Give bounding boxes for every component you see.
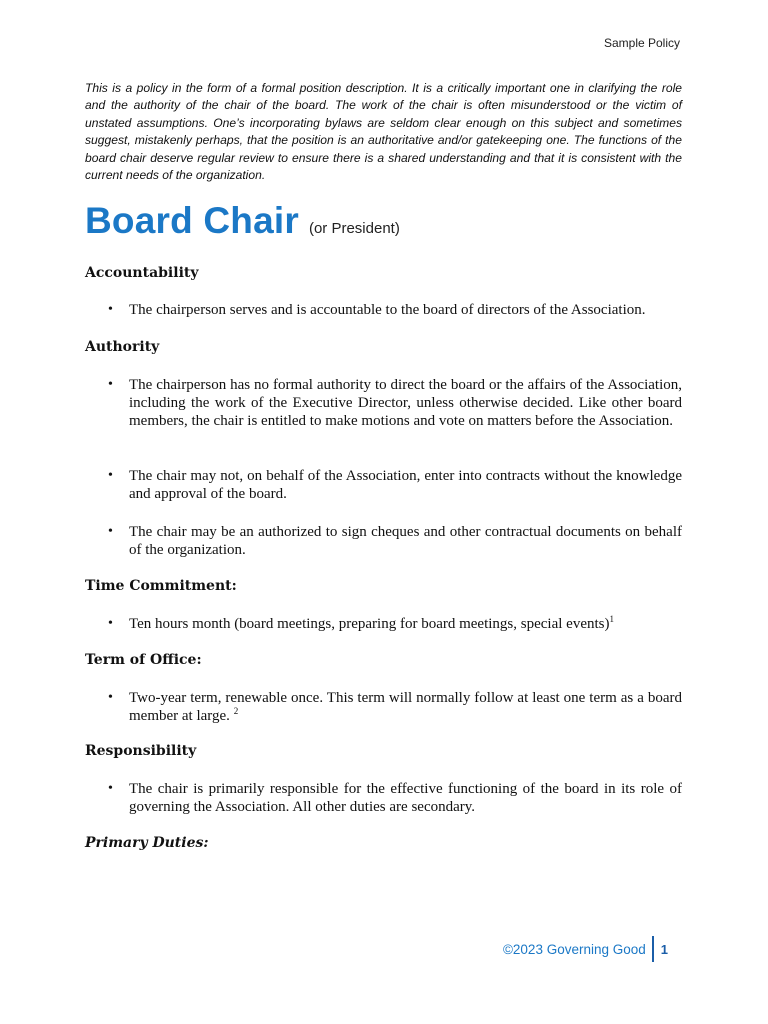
heading-accountability: Accountability xyxy=(85,265,199,281)
heading-responsibility: Responsibility xyxy=(85,743,197,759)
footer-divider xyxy=(652,936,654,962)
bullet-icon: • xyxy=(108,781,113,796)
page-number: 1 xyxy=(660,941,668,957)
list-item xyxy=(108,376,682,431)
bullet-icon: • xyxy=(108,616,113,631)
page-footer xyxy=(503,936,668,962)
bullet-icon: • xyxy=(108,468,113,483)
footer-copyright: ©2023 Governing Good xyxy=(502,941,646,957)
footnote-ref[interactable]: 1 xyxy=(609,614,614,624)
list-item xyxy=(108,301,682,319)
bullet-text: The chairperson serves and is accountable to the board of directors of the Association. xyxy=(129,302,646,318)
bullet-text: Ten hours month (board meetings, preparing for board meetings, special events) xyxy=(129,616,610,632)
intro-paragraph: This is a policy in the form of a formal position description. It is a critically important one in clarifying the role and the authority of the chair of the board. The work of the chair is often misunderstood or the victim of unstated assumptions. One’s incorporating bylaws are seldom clear enough on this subject and sometimes suggest, mistakenly perhaps, that the position is an authoritative and/or gatekeeping one. The functions of the board chair deserve regular review to ensure there is a shared understanding and that it is consistent with the current needs of the organization. xyxy=(85,81,682,183)
heading-authority: Authority xyxy=(85,339,160,355)
heading-primary-duties: Primary Duties: xyxy=(85,835,209,851)
heading-time-commitment: Time Commitment: xyxy=(85,578,237,594)
bullet-icon: • xyxy=(108,302,113,317)
list-item xyxy=(108,780,682,816)
list-item xyxy=(108,523,682,559)
bullet-text: The chair may be an authorized to sign cheques and other contractual documents on behalf of the organization. xyxy=(129,524,682,559)
page-title xyxy=(85,200,400,242)
bullet-icon: • xyxy=(108,524,113,539)
title-subtitle: (or President) xyxy=(308,220,400,237)
list-item xyxy=(108,689,682,725)
bullet-text: The chair is primarily responsible for the effective functioning of the board in its role of governing the Association. All other duties are secondary. xyxy=(129,781,682,816)
footnote-ref[interactable]: 2 xyxy=(233,706,239,717)
bullet-text: The chairperson has no formal authority to direct the board or the affairs of the Association, including the work of the Executive Director, unless otherwise decided. Like other board members, the chair is entitled to make motions and vote on matters before the Association. xyxy=(129,377,682,430)
list-item xyxy=(108,467,682,503)
bullet-icon: • xyxy=(108,690,113,705)
heading-term-of-office: Term of Office: xyxy=(85,652,202,668)
bullet-text: Two-year term, renewable once. This term will normally follow at least one term as a board member at large. xyxy=(129,690,682,725)
bullet-icon: • xyxy=(108,377,113,392)
list-item xyxy=(108,614,682,633)
bullet-text: The chair may not, on behalf of the Association, enter into contracts without the knowledge and approval of the board. xyxy=(129,468,682,503)
title-main: Board Chair xyxy=(85,200,299,241)
header-label: Sample Policy xyxy=(603,36,680,50)
